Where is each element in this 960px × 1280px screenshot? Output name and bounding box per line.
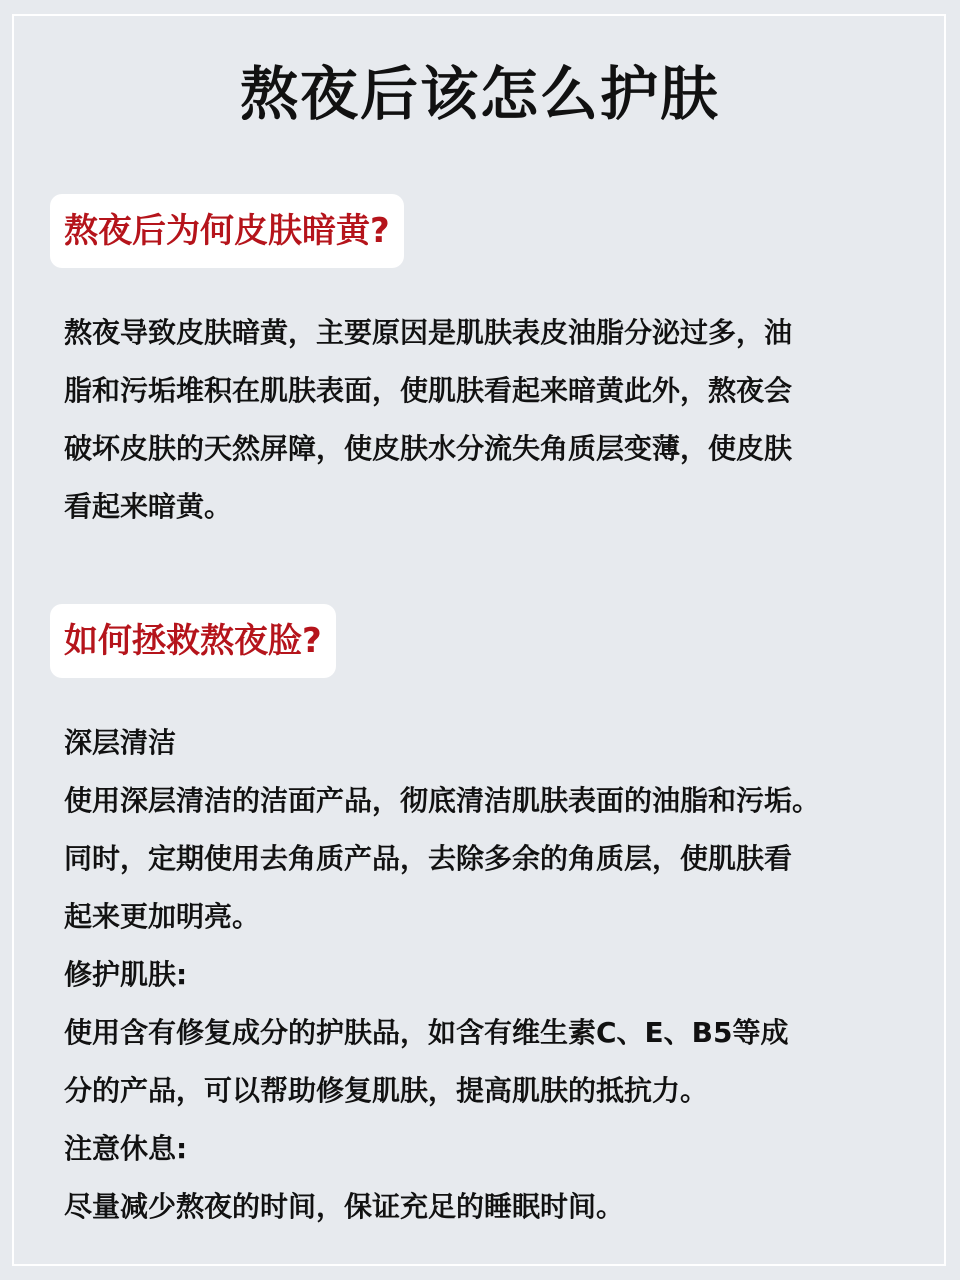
subheading-deep-cleanse: 深层清洁 (64, 726, 177, 759)
page-title: 熬夜后该怎么护肤 (239, 60, 720, 128)
body-line: 同时，定期使用去角质产品，去除多余的角质层，使肌肤看 (64, 842, 793, 875)
body-line: 破坏皮肤的天然屏障，使皮肤水分流失角质层变薄，使皮肤 (64, 432, 793, 465)
body-line: 使用含有修复成分的护肤品，如含有维生素C、E、B5等成 (64, 1016, 789, 1049)
body-line: 分的产品，可以帮助修复肌肤，提高肌肤的抵抗力。 (64, 1074, 709, 1107)
body-line: 起来更加明亮。 (64, 900, 261, 933)
body-line: 尽量减少熬夜的时间，保证充足的睡眠时间。 (64, 1190, 625, 1223)
body-line: 脂和污垢堆积在肌肤表面，使肌肤看起来暗黄此外，熬夜会 (64, 374, 793, 407)
section-heading-rescue: 如何拯救熬夜脸? (50, 604, 336, 678)
section-body-why-dull (64, 304, 904, 536)
body-line: 熬夜导致皮肤暗黄，主要原因是肌肤表皮油脂分泌过多，油 (64, 316, 793, 349)
body-line: 使用深层清洁的洁面产品，彻底清洁肌肤表面的油脂和污垢。 (64, 784, 821, 817)
section-heading-why-dull: 熬夜后为何皮肤暗黄? (50, 194, 404, 268)
subheading-rest: 注意休息: (64, 1132, 188, 1165)
section-body-rescue (64, 714, 904, 1236)
body-line: 看起来暗黄。 (64, 490, 233, 523)
subheading-repair-skin: 修护肌肤: (64, 958, 188, 991)
